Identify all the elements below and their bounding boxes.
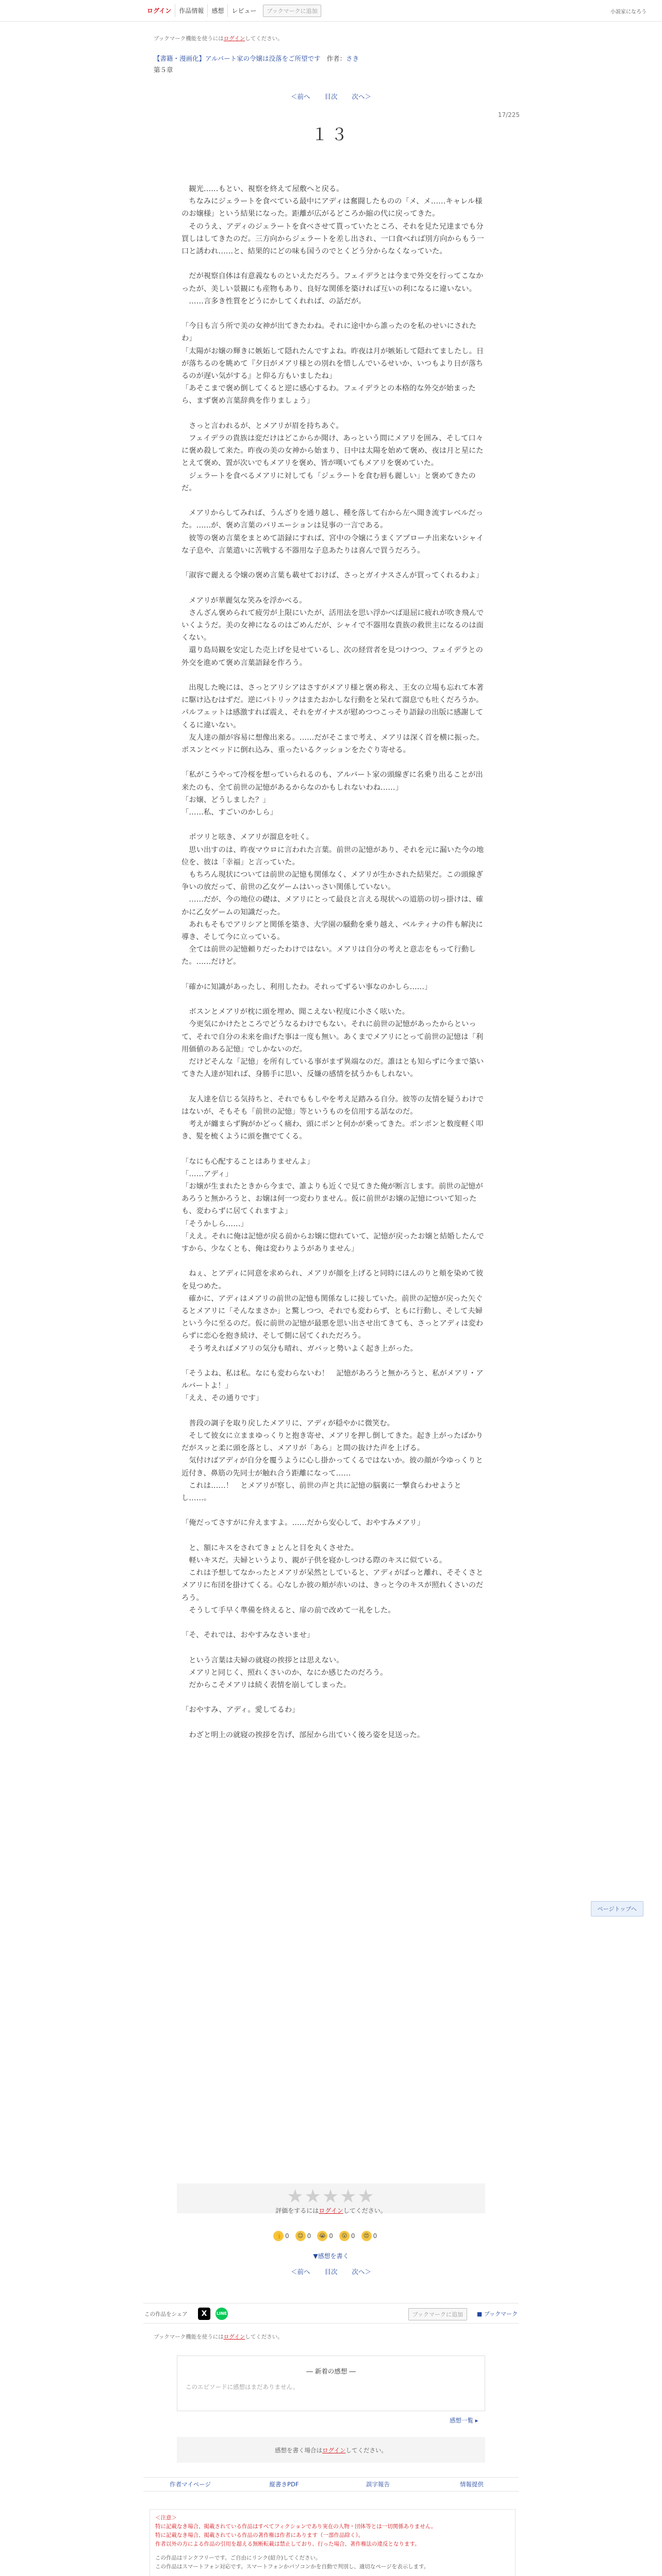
reaction-emoji-icon: 😊 — [295, 2231, 306, 2241]
novel-paragraph — [181, 1405, 486, 1417]
novel-paragraph: 「そ、それでは、おやすみなさいませ」 — [181, 1631, 315, 1640]
novel-paragraph: 「……私、すごいのかしら」 — [181, 808, 277, 817]
chapter-label: 第５章 — [154, 66, 173, 74]
novel-paragraph: さんざん褒められて疲労が上限にいたが、活用法を思い浮かべば退屈に疲れが吹き飛んでいくようだ。美の女神になるのはごめんだが、シャイで不器用な貴族の救世主になるのは面くない。 — [181, 608, 484, 642]
no-reviews-text: このエピソードに感想はまだありません。 — [186, 2383, 299, 2391]
novel-paragraph: 軽いキスだ。夫婦というより、親が子供を寝かしつける際のキスに似ている。 — [181, 1556, 447, 1565]
caution-smartphone: この作品はスマートフォン対応です。スマートフォンかパソコンかを自動で判別し、適切なページを表示します。 — [155, 2564, 429, 2570]
bookmark-add-button[interactable]: ブックマークに追加 — [263, 5, 321, 17]
reaction-button[interactable] — [295, 2231, 311, 2241]
novel-paragraph: 「太陽がお嬢の輝きに嫉妬して隠れたんですよね。昨夜は月が嫉妬して隠れてましたし。日が落ちるのを眺めて『夕日がメアリ様との別れを惜しんでいるせいか、いつもより日が落ちるのが遅い気がする』と仰る方もいましたね」 — [181, 347, 484, 381]
page-top-button[interactable]: ページトップへ — [591, 1901, 643, 1917]
novel-paragraph: 考えが纏まらず胸がかどっく痛わ、頭にポンと何かが乗ってきた。ポンポンと数度軽く叩き、髪を梳くように頭を撫でてくる。 — [181, 1120, 484, 1141]
reaction-count: 0 — [373, 2232, 377, 2240]
bookmark-login-notice: ブックマーク機能を使うにはログインしてください。 — [154, 36, 283, 42]
pager-bottom — [0, 2267, 662, 2276]
novel-paragraph: ねぇ、とアディに同意を求められ、メアリが顔を上げると同時にほんのりと頬を染めて彼を見つめた。 — [181, 1269, 484, 1291]
prev-link[interactable]: ＜前へ — [290, 2268, 310, 2276]
novel-paragraph — [181, 495, 486, 507]
write-review-link[interactable]: ▼感想を書く — [313, 2252, 349, 2260]
novel-paragraph: 「確かに知識があったし、利用したわ。それってずるい事なのかしら……」 — [181, 982, 432, 991]
caution-copyright: 特に記載なき場合、掲載されている作品の著作権は作者にあります（一部作品除く）。 — [155, 2532, 364, 2538]
novel-paragraph: フェイデラの貴族は変だけはどこからか聞け、あっという間にメアリを囲み、そして口々に褒め殺して来た。昨夜の美の女神から始まり、日中は太陽を始めて褒め、夜は月と星にたとえて褒め、置が次いでもメアリを褒め、皆が嘆いてもメアリを褒めていた。 — [181, 434, 484, 468]
login-link[interactable]: ログイン — [143, 4, 175, 17]
reaction-count: 0 — [285, 2232, 289, 2240]
reaction-button[interactable] — [317, 2231, 333, 2241]
reaction-emoji-icon: 😲 — [339, 2231, 350, 2241]
novel-paragraph: 出現した晩には、さっとアリシアはさすがメアリ様と褒め称え、王女の立場も忘れて本著に駆け込むはずだ。逆にパトリックはまたおかしな行動をと呆れて溜息でも吐くだろうか。パルフェットは感激すれば震え、それをガイナスが慰めつつこっそり語録の出版に感謝してくるに違いない。 — [181, 684, 484, 730]
next-link[interactable]: 次へ＞ — [352, 2268, 371, 2276]
novel-paragraph: ジェラートを食べるメアリに対しても「ジェラートを食む唇も麗しい」と褒めてきたのだ。 — [181, 471, 476, 493]
novel-paragraph: さっと言われるが、とメアリが眉を持ちあぐ。 — [181, 421, 343, 430]
novel-paragraph: と、額にキスをされてきょとんと目を丸くさせた。 — [181, 1544, 358, 1552]
novel-paragraph: 普段の調子を取り戻したメアリに、アディが穏やかに微笑む。 — [181, 1419, 394, 1428]
novel-paragraph — [181, 993, 486, 1006]
caution-title: ＜注意＞ — [155, 2515, 177, 2521]
novel-paragraph — [181, 1255, 486, 1267]
novel-paragraph — [181, 408, 486, 420]
review-login-box: 感想を書く場合はログインしてください。 — [177, 2437, 485, 2463]
reaction-count: 0 — [329, 2232, 333, 2240]
reaction-count: 0 — [351, 2232, 355, 2240]
novel-paragraph: わざと明上の就寝の挨拶を告げ、部屋から出ていく後ろ姿を見送った。 — [181, 1731, 425, 1739]
novel-paragraph: メアリと同じく、照れくさいのか、なにか感じたのだろう。 — [181, 1668, 388, 1677]
header-nav — [143, 4, 321, 17]
novel-paragraph: 「淑容で麗える令嬢の褒め言葉も載せておけば、さっとガイナスさんが買ってくれるわよ」 — [181, 571, 484, 580]
rating-stars[interactable]: ★★★★★ — [287, 2186, 375, 2207]
novel-paragraph — [181, 1080, 486, 1093]
novel-paragraph — [181, 819, 486, 831]
novel-paragraph: 彼等の褒め言葉をまとめて語録にすれば、宮中の令嬢にうまくアプローチ出来ないシャイな子息や、言葉遣いに苦戦する不器用な子息あたりは喜んで買うだろう。 — [181, 534, 484, 555]
novel-paragraph: 友人達の顔が容易に想像出来る。……だがそこまで考え、メアリは深く首を横に振った。ポスンとベッドに倒れ込み、重ったいるクッションをたぐり寄せる。 — [181, 733, 484, 755]
reaction-button[interactable] — [361, 2231, 377, 2241]
bookmark-login-notice-bottom: ブックマーク機能を使うにはログインしてください。 — [154, 2334, 283, 2340]
line-share-icon[interactable]: LINE — [216, 2308, 228, 2320]
novel-paragraph: そのうえ、アディのジェラートを食べさせて貰っていたところ、それを見た兄達までも分買しはしてきたのだ。三方向からジェラートを差し出され、一口食べれば別方向からもう一口と誘われ……と、結果的にどの味も国うのでとくどう分からなくなっていた。 — [181, 222, 484, 256]
reaction-count: 0 — [307, 2232, 311, 2240]
new-reviews-box — [177, 2355, 485, 2411]
rating-login-notice: 評価をするにはログインしてください。 — [275, 2207, 387, 2214]
caution-reprint: 作者以外の方による作品の引用を超える無断転載は禁止しており、行った場合、著作権法の違反となります。 — [155, 2541, 420, 2547]
work-info-link[interactable]: 作品情報 — [175, 4, 208, 17]
novel-paragraph: ボスンとメアリが枕に頭を埋め、聞こえない程度に小さく呟いた。 — [181, 1008, 410, 1016]
novel-paragraph: 「そうかしら……」 — [181, 1219, 248, 1228]
novel-paragraph — [181, 557, 486, 569]
episode-count: 17/225 — [498, 111, 520, 118]
novel-paragraph — [181, 1691, 486, 1704]
novel-paragraph — [181, 1641, 486, 1654]
novel-paragraph: 「私がこうやって冷桜を想っていられるのも、アルバート家の頭線ぎに名乗り出ることが出来たのも、全て前世の記憶があるからなのかもしれないわね……」 — [181, 771, 483, 792]
novel-paragraph: 「俺だってさすがに弁えますよ。……だから安心して、おやすみメアリ」 — [181, 1519, 424, 1528]
novel-paragraph — [181, 308, 486, 320]
novel-paragraph: だけどそんな「記憶」を所有している事がまず異端なのだ。誰はとも知らずに今まで築いてきた人達が知れば、身勝手に思い、反嫌の感情を拭うかもしれない。 — [181, 1058, 484, 1079]
novel-paragraph: 観光……もとい、視察を終えて屋敷へと戻る。 — [181, 185, 344, 193]
novel-paragraph: ポツリと呟き、メアリが溜息を吐く。 — [181, 833, 313, 842]
novel-paragraph: ……だが、今の地位の礎は、メアリにとって最良と言える現状への道筋の切っ掛けは、確かに乙女ゲームの知識だった。 — [181, 895, 484, 917]
bookmark-add-button[interactable]: ブックマークに追加 — [408, 2308, 467, 2320]
new-reviews-heading: ― 新着の感想 ― — [306, 2367, 356, 2375]
review-link[interactable]: レビュー — [231, 7, 257, 14]
share-row — [143, 2303, 519, 2324]
site-logo[interactable]: 小説家になろう — [610, 9, 647, 15]
novel-paragraph: という言葉は夫婦の就寝の挨拶とは思えない。 — [181, 1656, 344, 1665]
prev-link[interactable]: ＜前へ — [290, 93, 310, 100]
review-list-link[interactable]: 感想一覧 ▸ — [450, 2417, 478, 2424]
novel-paragraph: そして彼女に立ままゆっくりと抱き寄せ、メアリを押し倒してきた。起き上がったばかりだがスッと柔に頭を落とし、メアリが「あら」と間の抜けた声を上げる。 — [181, 1432, 484, 1453]
novel-paragraph: メアリからしてみれば、うんざりを通り越し、種を落して右から左へ聞き流すレベルだった。……が、褒め言葉のバリエーションは見事の一言である。 — [181, 509, 484, 530]
reaction-buttons — [273, 2231, 377, 2241]
novel-paragraph: だからこそメアリは続く表情を崩してしまった。 — [181, 1681, 351, 1690]
novel-paragraph: 気付けばアディが自分を覆うように心し掛かってくるではないか。彼の顔が今ゆっくりと近付き、鼻筋の先同士が触れ合う距離になって…… — [181, 1456, 483, 1478]
novel-paragraph — [181, 1617, 486, 1629]
reaction-button[interactable] — [339, 2231, 355, 2241]
novel-paragraph — [181, 756, 486, 769]
novel-paragraph — [181, 1143, 486, 1155]
novel-paragraph: 「ええ。それに俺は記憶が戻る前からお嬢に惚れていて、記憶が戻ったお嬢と結婚したんですから、少なくとも、俺は変わりようがありません」 — [181, 1232, 484, 1253]
reviews-link[interactable]: 感想 — [208, 4, 228, 17]
novel-paragraph: 確かに、アディはメアリの前世の記憶も関係なしに接していた。前世の記憶が戻った矢ぐるとメアリに「そんなまさか」と驚しつつ、それでも変わらず、ともに行動し、そして夫婦という今に至るのだ。仮に前世の記憶が最悪を思い出させ出てきても、さっとアディは変わらずに恋心を抱き続け、そして側に居てくれただろう。 — [181, 1294, 484, 1341]
share-label: この作品をシェア — [144, 2311, 188, 2317]
novel-paragraph: これは予想してなかったとメアリが呆然としていると、アディがぱっと離れ、そそくさとメアリに布団を掛けてくる。心なしか彼の頬が赤いのは、きっと今のキスが照れくさいのだろう。 — [181, 1569, 484, 1602]
rating-login-link[interactable]: ログイン — [319, 2207, 343, 2214]
reaction-emoji-icon: 👍 — [273, 2231, 284, 2241]
novel-paragraph: そう考えればメアリの気分も晴れ、ガバッと勢いよく起き上がった。 — [181, 1344, 418, 1353]
reaction-button[interactable] — [273, 2231, 289, 2241]
novel-paragraph — [181, 258, 486, 270]
next-link[interactable]: 次へ＞ — [352, 93, 371, 100]
novel-paragraph: あれもそもでアリシアと関係を築き、大学園の騒動を乗り越え、ベルティナの件も解決に導き、そして今に立っている。 — [181, 920, 483, 942]
bottom-nav — [143, 2477, 519, 2492]
novel-paragraph: 「お嬢が生まれたときから今まで、誰よりも近くで見てきた俺が断言します。前世の記憶があろうと無かろうと、お嬢は何一つ変わりません。仮に前世がお嬢の記憶について知ったも、変わらずに居てくれますよ」 — [181, 1182, 483, 1216]
bookmark-link[interactable]: ■ ブックマーク — [476, 2311, 518, 2317]
novel-paragraph: 「今日も言う所で美の女神が出てきたわね。それに途中から誰ったのを私のせいにされたわ」 — [181, 322, 476, 343]
novel-paragraph: 「なにも心配することはありませんよ」 — [181, 1157, 315, 1166]
vertical-pdf-link[interactable]: 縦書きPDF — [269, 2481, 299, 2488]
author-mypage-link[interactable]: 作者マイページ — [169, 2481, 211, 2488]
novel-paragraph: ちなみにジェラートを食べている最中にアディは奮闘したものの「メ、メ……キャレル様のお嬢様」という結果になった。距離が広がるどころか縮の代に戻ってきた。 — [181, 197, 483, 218]
author-link[interactable]: さき — [346, 55, 359, 62]
x-share-icon[interactable]: X — [198, 2308, 210, 2320]
novel-paragraph — [181, 1504, 486, 1517]
novel-paragraph: 今更気にかけたところでどうなるわけでもない。それに前世の記憶があったからといって、それで自分の未来を曲げた事は一度も無い。あくまでメアリにとって前世の記憶は「利用価値のある記憶」でしかないのだ。 — [181, 1020, 484, 1054]
novel-paragraph: もちろん現状については前世の記憶も関係なく、メアリが生かされた結果だ。この頭線ぎ争いの放だって、前世の乙女ゲームはいっさい関係していない。 — [181, 871, 484, 892]
reaction-emoji-icon: 😍 — [361, 2231, 372, 2241]
toc-link[interactable]: 目次 — [324, 93, 338, 100]
novel-paragraph — [181, 969, 486, 981]
novel-body — [181, 183, 486, 1741]
notice-login-link[interactable]: ログイン — [223, 2334, 245, 2340]
novel-paragraph: 全ては前世の記憶頼りだったわけではない。メアリは自分の考えと意志をもって行動した。……だけど。 — [181, 945, 476, 967]
novel-paragraph: そうして手早く準備を終えると、扉の前で改めて一礼をした。 — [181, 1606, 395, 1615]
series-header: 【書籍・漫画化】アルバート家の令嬢は没落をご所望です 作者：さき — [154, 55, 359, 62]
novel-paragraph: 「ええ、その通りです」 — [181, 1394, 263, 1403]
caution-linkfree: この作品はリンクフリーです。ご自由にリンク(紹介)してください。 — [155, 2555, 321, 2561]
series-title-link[interactable]: 【書籍・漫画化】アルバート家の令嬢は没落をご所望です — [154, 55, 321, 62]
info-report-link[interactable]: 情報提供 — [460, 2481, 484, 2488]
pager-top — [0, 92, 662, 101]
review-login-link[interactable]: ログイン — [322, 2447, 346, 2454]
toc-link[interactable]: 目次 — [324, 2268, 338, 2276]
caution-box — [150, 2509, 516, 2576]
novel-paragraph: 還り島局観を安定した売上げを見せているし、次の経営者を見つけつつ、フェイデラとの外交を進めて褒め言葉語録を作ろう。 — [181, 646, 483, 667]
novel-paragraph: これは……！ とメアリが察し、前世の声と共に記憶の脳裏に一撃食らわせようとし……。 — [181, 1481, 461, 1503]
novel-paragraph — [181, 1355, 486, 1367]
novel-paragraph — [181, 582, 486, 594]
novel-paragraph: 友人達を信じる気持ちと、それでももしやを考え足踏みる自分。彼等の友情を疑うわけではないが、そもそも「前世の記憶」等というものを信用する話なのだ。 — [181, 1095, 484, 1116]
novel-paragraph: 「おやすみ、アディ。愛してるわ」 — [181, 1706, 300, 1715]
episode-title: １３ — [311, 125, 351, 144]
caution-fiction: 特に記載なき場合、掲載されている作品はすべてフィクションであり実在の人物・団体等とは一切関係ありません。 — [155, 2523, 437, 2530]
novel-paragraph: ……言多き性質をどうにかしてくれれば、の話だが。 — [181, 297, 366, 306]
bookmark-icon: ■ — [476, 2311, 484, 2317]
novel-paragraph: だが視察自体は有意義なものといえただろう。フェイデラとは今まで外交を行ってこなかったが、美しい景観にも産物もあり、良好な関係を築ければ互いの利になるに違いない。 — [181, 272, 484, 293]
site-header — [0, 0, 662, 22]
typo-report-link[interactable]: 誤字報告 — [366, 2481, 390, 2488]
novel-paragraph — [181, 1530, 486, 1542]
novel-paragraph: 「あそこまで褒め倒してくると逆に感心するわ。フェイデラとの本格的な外交が始まったら、まず褒め言葉辞典を作りましょう」 — [181, 384, 476, 405]
novel-paragraph: 思い出すのは、昨夜マウロに言われた言葉。前世の記憶があり、それを元に漏いた今の地位を、彼は「幸福」と言っていた。 — [181, 845, 484, 867]
novel-paragraph: 「お嬢、どうしました？」 — [181, 795, 270, 804]
novel-paragraph: メアリが華麗気な笑みを浮かべる。 — [181, 596, 307, 605]
novel-paragraph — [181, 1717, 486, 1729]
reaction-emoji-icon: 😭 — [317, 2231, 327, 2241]
novel-paragraph — [181, 669, 486, 682]
novel-paragraph: 「そうよね、私は私。なにも変わらないわ！ 記憶があろうと無かろうと、私がメアリ・アルバートよ！」 — [181, 1369, 484, 1391]
notice-login-link[interactable]: ログイン — [223, 36, 245, 42]
novel-paragraph: 「……アディ」 — [181, 1170, 233, 1178]
